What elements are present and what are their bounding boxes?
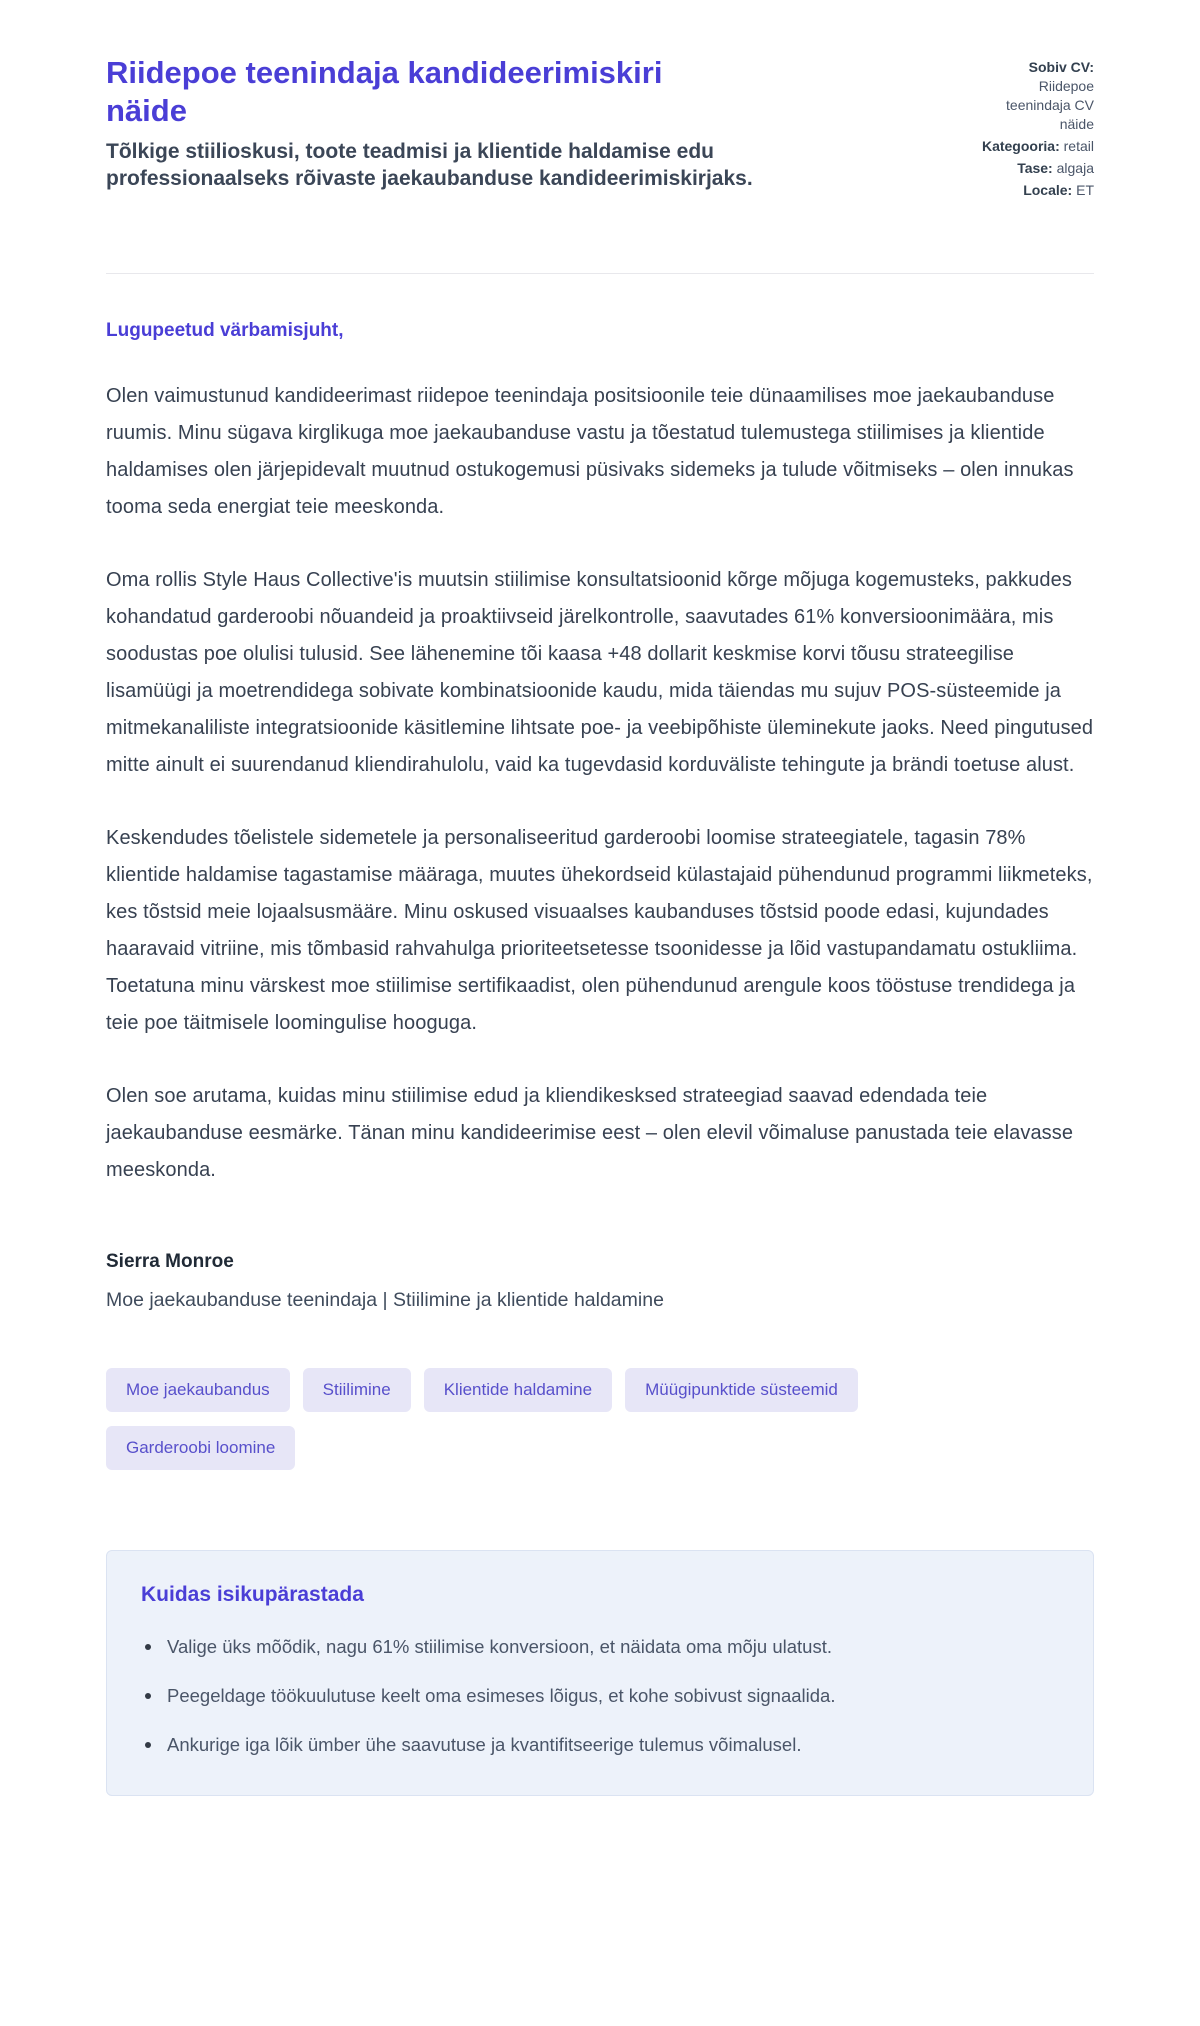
tips-list [141,1633,1059,1759]
tip-text: Peegeldage töökuulutuse keelt oma esimeses lõigus, et kohe sobivust signaalida. [167,1685,836,1706]
meta-label: Locale: [1023,182,1073,198]
meta-item-sobiv-cv [974,58,1094,134]
tip-text: Valige üks mõõdik, nagu 61% stiilimise konversioon, et näidata oma mõju ulatust. [167,1636,832,1657]
meta-item-kategooria [974,137,1094,156]
meta-item-locale [974,181,1094,200]
page-title: Riidepoe teenindaja kandideerimiskiri näide [106,55,663,128]
signature-role: Moe jaekaubanduse teenindaja | Stiilimine ja klientide haldamine [106,1289,664,1311]
tip-item [141,1633,1059,1661]
meta-value: retail [1063,138,1094,154]
tag-chip-moe-jaekaubandus[interactable]: Moe jaekaubandus [106,1368,290,1412]
meta-label: Sobiv CV: [1028,59,1094,75]
meta-label: Kategooria: [981,138,1060,154]
signature-name: Sierra Monroe [106,1251,234,1272]
tag-chip-stiilimine[interactable]: Stiilimine [303,1368,411,1412]
tips-heading: Kuidas isikupärastada [141,1583,364,1606]
bullet-icon [145,1742,151,1748]
header [106,54,1094,203]
letter-paragraph: Keskendudes tõelistele sidemetele ja personaliseeritud garderoobi loomise strateegiatele, tagasin 78% klientide haldamise tagastamise määraga, muutes ühekordseid külastajaid pühendunud programmi liikmeteks, kes tõstsid meie lojaalsusmääre. Minu oskused visuaalses kaubanduses tõstsid poode edasi, kujundades haaravaid vitriine, mis tõmbasid rahvahulga prioriteetsetesse tsoonidesse ja lõid vastupandamatu ostukliima. Toetatuna minu värskest moe stiilimise sertifikaadist, olen pühendunud arengule koos tööstuse trendidega ja teie poe täitmisele loomingulise hooguga. [106,827,1093,1034]
meta-panel [974,54,1094,203]
page-subtitle: Tõlkige stiilioskusi, toote teadmisi ja klientide haldamise edu professionaalseks rõivaste jaekaubanduse kandideerimiskirjaks. [106,140,753,190]
letter-paragraph: Olen soe arutama, kuidas minu stiilimise edud ja kliendikesksed strateegiad saavad edendada teie jaekaubanduse eesmärke. Tänan minu kandideerimise eest – olen elevil võimaluse panustada teie elavasse meeskonda. [106,1085,1074,1181]
letter-body [106,320,1094,1312]
tag-list [106,1368,1006,1470]
letter-paragraph: Oma rollis Style Haus Collective'is muutsin stiilimise konsultatsioonid kõrge mõjuga kogemusteks, pakkudes kohandatud garderoobi nõuandeid ja proaktiivseid järelkontrolle, saavutades 61% konversioonimäära, mis soodustas poe olulisi tulusid. See lähenemine tõi kaasa +48 dollarit keskmise korvi tõusu strateegilise lisamüügi ja moetrendidega sobivate kombinatsioonide kaudu, mida täiendas mu sujuv POS-süsteemide ja mitmekanaliliste integratsioonide käsitlemine lihtsate poe- ja veebipõhiste üleminekute jaoks. Need pingutused mitte ainult ei suurendanud kliendirahulolu, vaid ka tugevdasid korduväliste tehingute ja brändi toetuse alust. [106,569,1094,776]
tag-chip-garderoobi-loomine[interactable]: Garderoobi loomine [106,1426,295,1470]
meta-value: algaja [1056,160,1094,176]
tip-item [141,1682,1059,1710]
meta-item-tase [974,159,1094,178]
meta-value: ET [1076,182,1094,198]
bullet-icon [145,1693,151,1699]
tag-chip-muugipunktide-susteemid[interactable]: Müügipunktide süsteemid [625,1368,858,1412]
tips-box [106,1550,1094,1796]
letter-paragraph: Olen vaimustunud kandideerimast riidepoe teenindaja positsioonile teie dünaamilises moe jaekaubanduse ruumis. Minu sügava kirglikuga moe jaekaubanduse vastu ja tõestatud tulemustega stiilimises ja klientide haldamises olen järjepidevalt muutnud ostukogemusi püsivaks sidemeks ja tulude võitmiseks – olen innukas tooma seda energiat teie meeskonda. [106,385,1074,518]
header-left [106,54,806,192]
letter-greeting: Lugupeetud värbamisjuht, [106,320,344,341]
tip-item [141,1731,1059,1759]
bullet-icon [145,1644,151,1650]
meta-value: Riidepoe teenindaja CV näide [1006,78,1094,132]
header-divider [106,273,1094,274]
page-container [106,0,1094,1796]
meta-label: Tase: [1017,160,1053,176]
tag-chip-klientide-haldamine[interactable]: Klientide haldamine [424,1368,612,1412]
tip-text: Ankurige iga lõik ümber ühe saavutuse ja kvantifitseerige tulemus võimalusel. [167,1734,802,1755]
